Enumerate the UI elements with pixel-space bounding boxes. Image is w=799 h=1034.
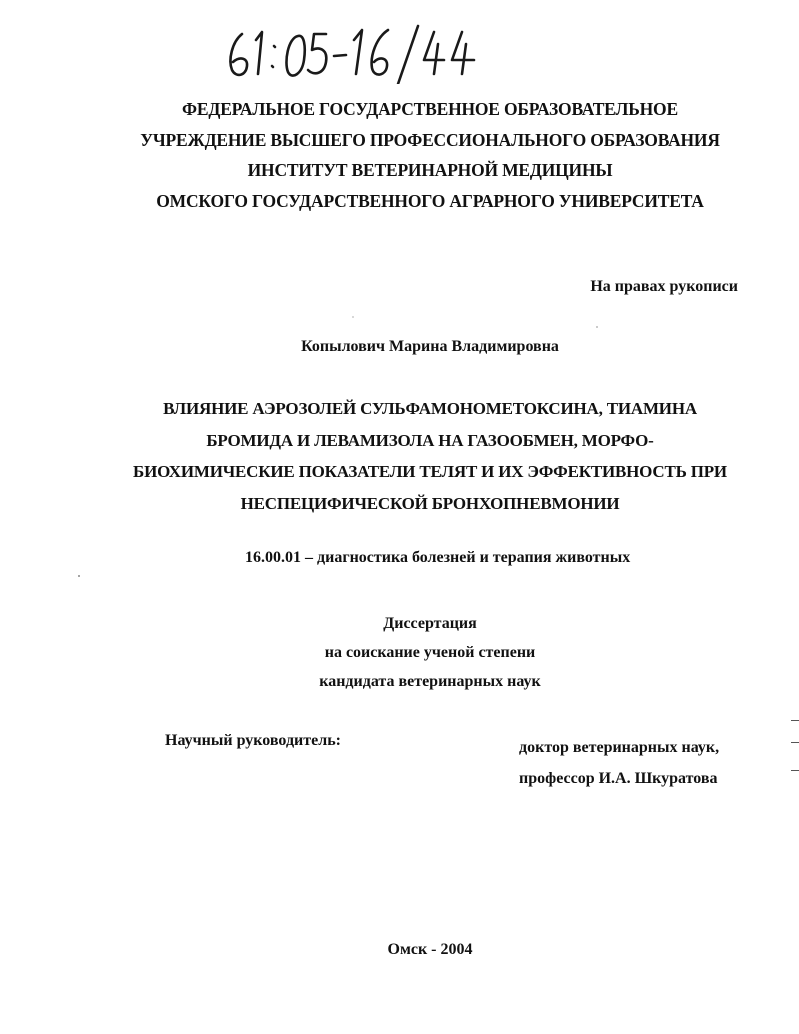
title-line-1: ВЛИЯНИЕ АЭРОЗОЛЕЙ СУЛЬФАМОНОМЕТОКСИНА, ТИАМИНА: [163, 399, 697, 418]
supervisor-info: [519, 732, 737, 794]
institution-line-1: ФЕДЕРАЛЬНОЕ ГОСУДАРСТВЕННОЕ ОБРАЗОВАТЕЛЬНОЕ: [182, 99, 678, 119]
city-year: Омск - 2004: [387, 941, 473, 958]
degree-line-1: Диссертация: [383, 615, 477, 632]
author-name: Копылович Марина Владимировна: [301, 338, 559, 355]
manuscript-rights-note: На правах рукописи: [590, 278, 738, 295]
institution-line-3: ИНСТИТУТ ВЕТЕРИНАРНОЙ МЕДИЦИНЫ: [247, 160, 613, 180]
degree-line-2: на соискание ученой степени: [324, 644, 536, 661]
scan-edge-mark: [791, 720, 799, 721]
institution-line-4: ОМСКОГО ГОСУДАРСТВЕННОГО АГРАРНОГО УНИВЕРСИТЕТА: [156, 190, 704, 211]
title-line-2: БРОМИДА И ЛЕВАМИЗОЛА НА ГАЗООБМЕН, МОРФО-: [206, 430, 654, 450]
scan-speck: [596, 326, 598, 328]
title-line-4: НЕСПЕЦИФИЧЕСКОЙ БРОНХОПНЕВМОНИИ: [240, 493, 620, 513]
dissertation-title: [0, 393, 799, 519]
degree-statement: [0, 609, 799, 696]
scan-edge-mark: [791, 742, 799, 743]
supervisor-degree: доктор ветеринарных наук,: [519, 739, 720, 756]
handwritten-catalog-code: [222, 22, 482, 84]
supervisor-label: Научный руководитель:: [165, 732, 341, 749]
scan-speck: [78, 575, 80, 577]
degree-line-3: кандидата ветеринарных наук: [319, 673, 541, 690]
scan-edge-mark: [791, 770, 799, 771]
scan-speck: [352, 316, 354, 318]
specialty-code: 16.00.01 – диагностика болезней и терапия животных: [245, 549, 631, 566]
institution-line-2: УЧРЕЖДЕНИЕ ВЫСШЕГО ПРОФЕССИОНАЛЬНОГО ОБРАЗОВАНИЯ: [140, 129, 720, 150]
supervisor-name: профессор И.А. Шкуратова: [519, 770, 718, 787]
handwritten-code-drawing: [222, 22, 482, 84]
title-line-3: БИОХИМИЧЕСКИЕ ПОКАЗАТЕЛИ ТЕЛЯТ И ИХ ЭФФЕКТИВНОСТЬ ПРИ: [133, 462, 727, 481]
institution-heading: [0, 94, 799, 216]
